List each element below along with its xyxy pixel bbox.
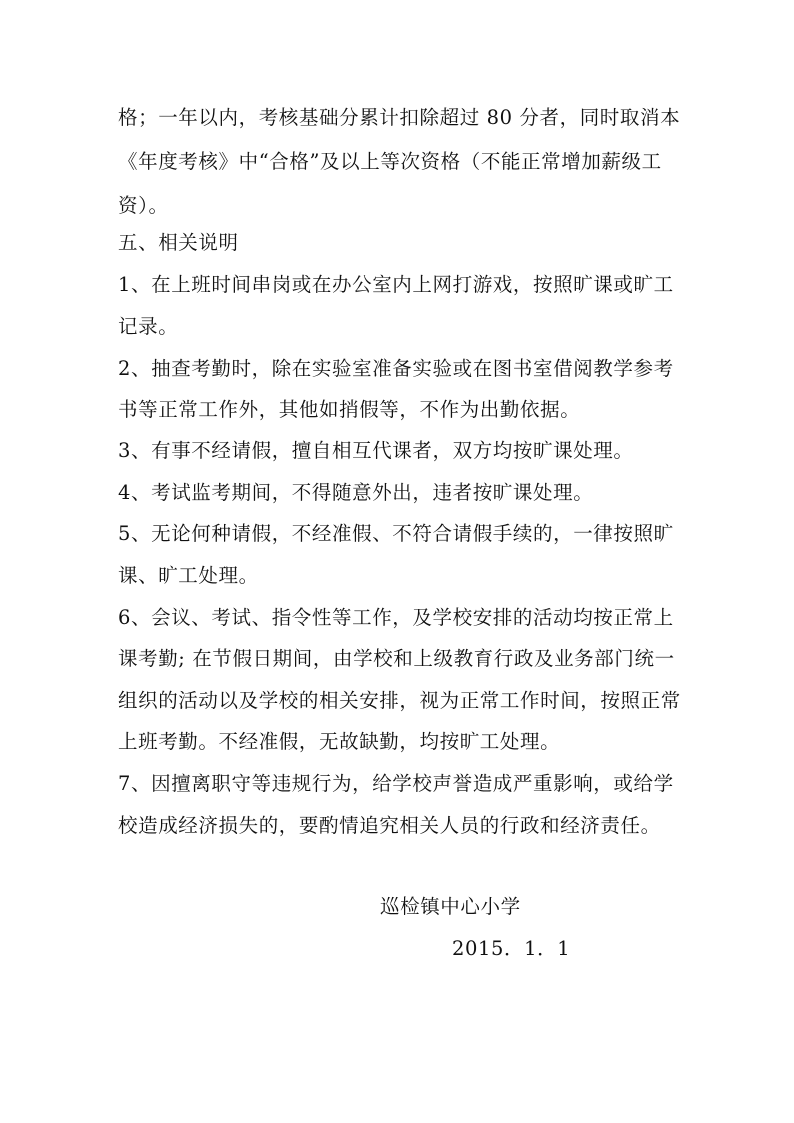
signature-date: 2015．1．1 xyxy=(452,937,571,960)
body-line-11: 5、无论何种请假，不经准假、不符合请假手续的，一律按照旷 xyxy=(118,522,674,545)
body-line-15: 组织的活动以及学校的相关安排，视为正常工作时间，按照正常 xyxy=(118,689,681,712)
body-line-16: 上班考勤。不经准假，无故缺勤，均按旷工处理。 xyxy=(118,730,561,753)
body-line-2: 《年度考核》中“合格”及以上等次资格（不能正常增加薪级工 xyxy=(118,150,662,173)
body-line-1: 格；一年以内，考核基础分累计扣除超过 80 分者，同时取消本 xyxy=(118,106,681,129)
body-line-18: 校造成经济损失的，要酌情追究相关人员的行政和经济责任。 xyxy=(118,814,661,837)
body-line-10: 4、考试监考期间，不得随意外出，违者按旷课处理。 xyxy=(118,481,594,504)
section-heading: 五、相关说明 xyxy=(118,231,239,254)
body-line-13: 6、会议、考试、指令性等工作，及学校安排的活动均按正常上 xyxy=(118,606,674,629)
body-line-12: 课、旷工处理。 xyxy=(118,564,259,587)
body-line-17: 7、因擅离职守等违规行为，给学校声誉造成严重影响，或给学 xyxy=(118,772,674,795)
body-line-5: 1、在上班时间串岗或在办公室内上网打游戏，按照旷课或旷工 xyxy=(118,273,674,296)
body-line-9: 3、有事不经请假，擅自相互代课者，双方均按旷课处理。 xyxy=(118,439,634,462)
body-line-14: 课考勤; 在节假日期间，由学校和上级教育行政及业务部门统一 xyxy=(118,647,675,670)
body-line-7: 2、抽查考勤时，除在实验室准备实验或在图书室借阅教学参考 xyxy=(118,357,674,380)
body-line-8: 书等正常工作外，其他如捎假等，不作为出勤依据。 xyxy=(118,398,581,421)
signature-organization: 巡检镇中心小学 xyxy=(380,895,521,918)
body-line-6: 记录。 xyxy=(118,315,179,338)
body-line-3: 资）。 xyxy=(118,194,169,217)
